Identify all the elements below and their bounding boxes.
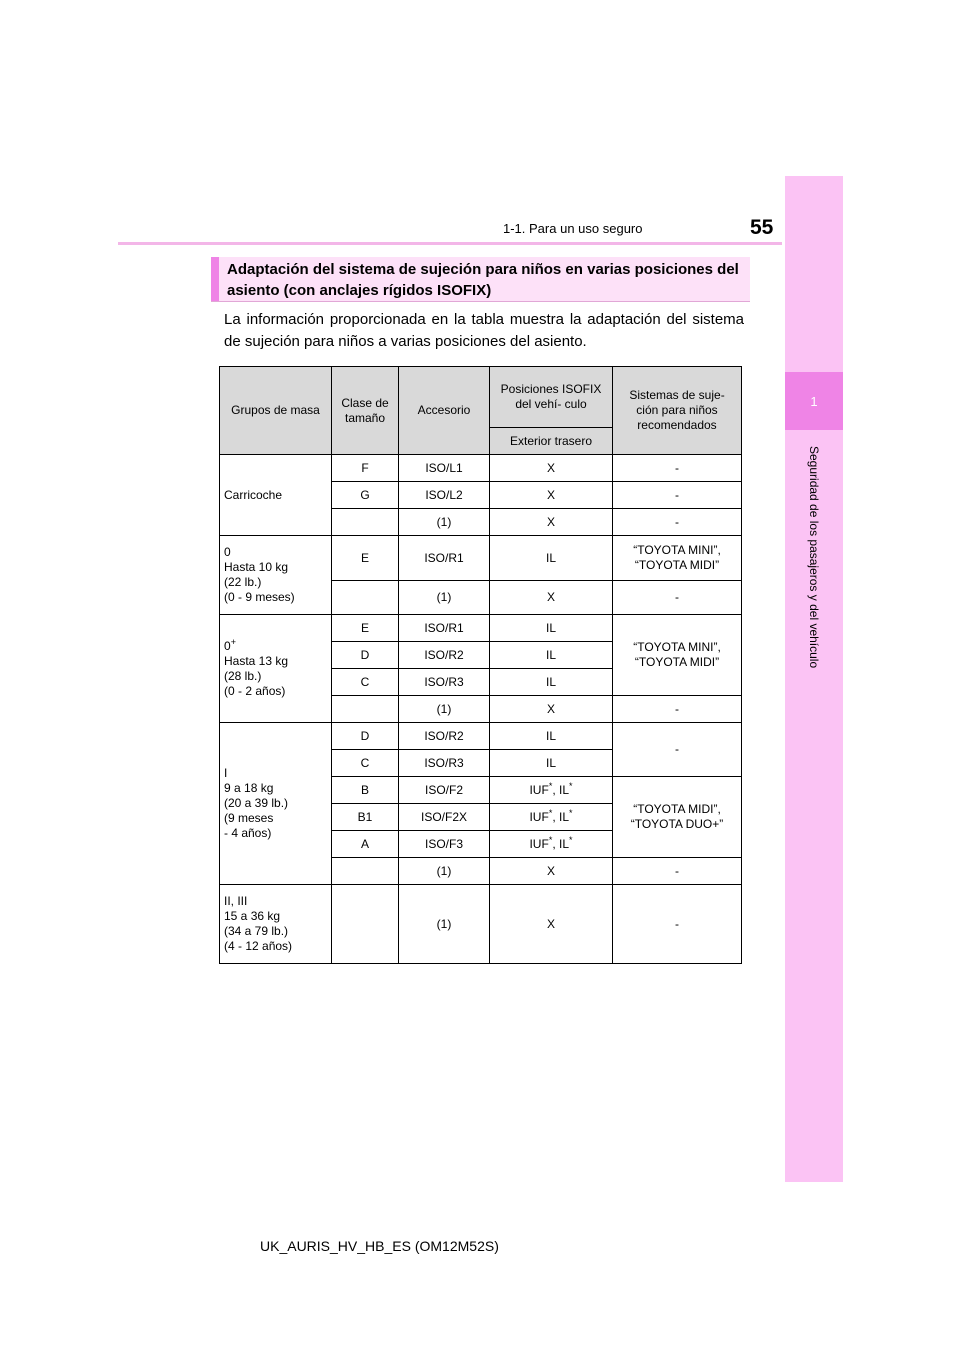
size-cell: D xyxy=(332,723,399,750)
group-line: (28 lb.) xyxy=(224,668,262,683)
rear-cell: IL xyxy=(490,536,613,581)
il-text: , IL xyxy=(552,809,570,824)
iuf-text: IUF xyxy=(529,836,549,851)
rec-cell: - xyxy=(613,509,742,536)
fixture-cell: ISO/R3 xyxy=(399,750,490,777)
group-line: (4 - 12 años) xyxy=(224,939,293,953)
group-line: I xyxy=(224,766,228,780)
fixture-cell: ISO/L1 xyxy=(399,455,490,482)
page-number: 55 xyxy=(750,216,774,239)
size-cell xyxy=(332,509,399,536)
header-fixture: Accesorio xyxy=(399,367,490,455)
rec-cell: - xyxy=(613,581,742,615)
table-row xyxy=(220,723,742,750)
fixture-cell: ISO/L2 xyxy=(399,482,490,509)
group-line: (9 meses xyxy=(224,811,274,825)
fixture-cell: ISO/F3 xyxy=(399,831,490,858)
fixture-cell: (1) xyxy=(399,696,490,723)
section-title-box xyxy=(211,257,750,302)
rear-cell: IL xyxy=(490,615,613,642)
group-line: (0 - 9 meses) xyxy=(224,590,295,604)
size-cell: B1 xyxy=(332,804,399,831)
rear-cell: X xyxy=(490,509,613,536)
header-group: Grupos de masa xyxy=(220,367,332,455)
chapter-title-text: Seguridad de los pasajeros y del vehículo xyxy=(807,445,821,669)
rec-line: “TOYOTA MIDI” xyxy=(634,558,720,572)
group-2-3 xyxy=(220,885,332,964)
footnote-star: * xyxy=(548,780,553,791)
fixture-cell: (1) xyxy=(399,581,490,615)
iuf-text: IUF xyxy=(529,782,549,797)
il-text: , IL xyxy=(552,782,570,797)
document-code-footer: UK_AURIS_HV_HB_ES (OM12M52S) xyxy=(260,1238,499,1254)
group-line: 15 a 36 kg xyxy=(224,909,281,923)
header-rule xyxy=(118,242,782,245)
group-0-plus xyxy=(220,615,332,723)
rear-cell: IL xyxy=(490,723,613,750)
rec-cell: - xyxy=(613,696,742,723)
size-cell xyxy=(332,858,399,885)
size-cell xyxy=(332,581,399,615)
footnote-star: * xyxy=(548,807,553,818)
rear-cell xyxy=(490,804,613,831)
rear-cell: X xyxy=(490,858,613,885)
group-line: (20 a 39 lb.) xyxy=(224,796,289,810)
rear-cell: X xyxy=(490,696,613,723)
rec-cell: - xyxy=(613,482,742,509)
rec-cell: - xyxy=(613,455,742,482)
group-line: - 4 años) xyxy=(224,826,272,840)
group-line: (22 lb.) xyxy=(224,575,262,589)
size-cell: D xyxy=(332,642,399,669)
rear-cell: IL xyxy=(490,642,613,669)
fixture-cell: ISO/R2 xyxy=(399,723,490,750)
fixture-cell: ISO/F2 xyxy=(399,777,490,804)
rear-cell: X xyxy=(490,482,613,509)
size-cell: E xyxy=(332,536,399,581)
size-cell: F xyxy=(332,455,399,482)
table-row xyxy=(220,536,742,581)
size-cell: B xyxy=(332,777,399,804)
rear-cell: IL xyxy=(490,669,613,696)
group-line: Hasta 10 kg xyxy=(224,560,289,574)
header-recommended: Sistemas de suje- ción para niños recomendados xyxy=(613,367,742,455)
rear-cell xyxy=(490,831,613,858)
rec-line: “TOYOTA MINI”, xyxy=(633,543,721,557)
rec-cell: - xyxy=(613,723,742,777)
size-cell: G xyxy=(332,482,399,509)
il-text: , IL xyxy=(552,836,570,851)
size-cell: A xyxy=(332,831,399,858)
plus-superscript: + xyxy=(230,636,236,647)
rec-cell xyxy=(613,615,742,696)
table-row xyxy=(220,885,742,964)
rec-line: “TOYOTA MINI”, xyxy=(633,640,721,654)
group-line: (0 - 2 años) xyxy=(224,683,286,698)
fixture-cell: (1) xyxy=(399,509,490,536)
size-cell: C xyxy=(332,750,399,777)
fixture-cell: (1) xyxy=(399,885,490,964)
group-line: (34 a 79 lb.) xyxy=(224,924,289,938)
section-header: 1-1. Para un uso seguro xyxy=(503,221,643,236)
fixture-cell: ISO/R1 xyxy=(399,536,490,581)
group-0 xyxy=(220,536,332,615)
side-tab xyxy=(785,176,843,1182)
table-row xyxy=(220,455,742,482)
fixture-cell: ISO/R1 xyxy=(399,615,490,642)
group-line: Hasta 13 kg xyxy=(224,653,289,668)
rear-cell: X xyxy=(490,885,613,964)
table-row xyxy=(220,615,742,642)
chapter-title xyxy=(784,437,844,677)
rec-cell: - xyxy=(613,858,742,885)
rear-cell: IL xyxy=(490,750,613,777)
header-size-class: Clase de tamaño xyxy=(332,367,399,455)
group-1 xyxy=(220,723,332,885)
rec-line: “TOYOTA MIDI” xyxy=(634,655,720,669)
rear-cell xyxy=(490,777,613,804)
size-cell xyxy=(332,885,399,964)
fixture-cell: ISO/R3 xyxy=(399,669,490,696)
rear-cell: X xyxy=(490,455,613,482)
footnote-star: * xyxy=(569,834,573,845)
group-carrycot: Carricoche xyxy=(220,455,332,536)
iuf-text: IUF xyxy=(529,809,549,824)
fixture-cell: (1) xyxy=(399,858,490,885)
rec-cell xyxy=(613,777,742,858)
section-title: Adaptación del sistema de sujeción para niños en varias posiciones del asiento (con anclajes rígidos ISOFIX) xyxy=(227,261,739,299)
group-line: 0 xyxy=(224,545,231,559)
size-cell: E xyxy=(332,615,399,642)
header-isofix-positions: Posiciones ISOFIX del vehí- culo xyxy=(490,367,613,428)
group-line: 9 a 18 kg xyxy=(224,781,274,795)
fixture-cell: ISO/R2 xyxy=(399,642,490,669)
isofix-compatibility-table xyxy=(219,366,742,964)
rec-cell: - xyxy=(613,885,742,964)
group-line: 0 xyxy=(224,638,231,653)
footnote-star: * xyxy=(548,834,553,845)
size-cell: C xyxy=(332,669,399,696)
size-cell xyxy=(332,696,399,723)
chapter-number: 1 xyxy=(810,393,818,409)
rear-cell: X xyxy=(490,581,613,615)
rec-line: “TOYOTA DUO+” xyxy=(630,817,724,831)
rec-cell xyxy=(613,536,742,581)
fixture-cell: ISO/F2X xyxy=(399,804,490,831)
footnote-star: * xyxy=(569,780,573,791)
header-rear-outboard: Exterior trasero xyxy=(490,428,613,455)
rec-line: “TOYOTA MIDI”, xyxy=(633,802,721,816)
intro-paragraph: La información proporcionada en la tabla muestra la adaptación del sistema de sujeción para niños a varias posiciones del asiento. xyxy=(224,311,744,350)
footnote-star: * xyxy=(569,807,573,818)
group-line: II, III xyxy=(224,894,248,908)
title-accent-bar xyxy=(211,257,219,301)
